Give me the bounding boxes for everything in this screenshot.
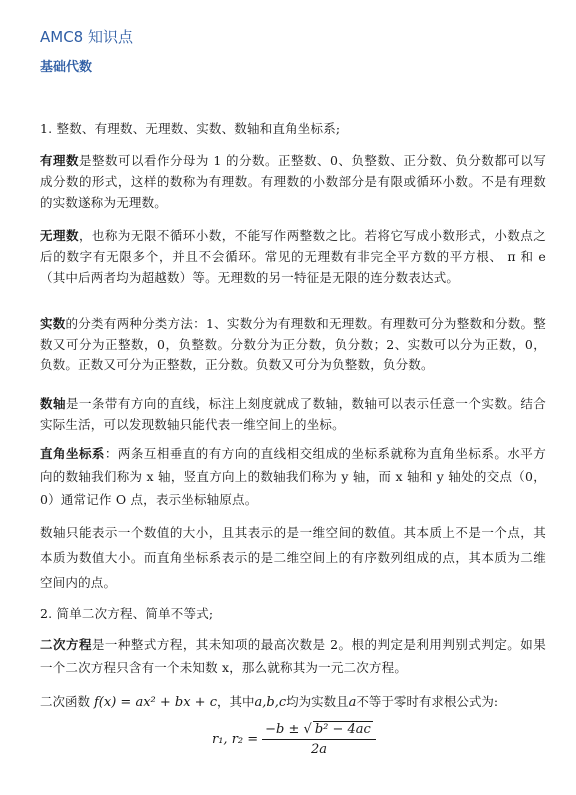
doc-title: AMC8 知识点 (40, 28, 133, 46)
term-real: 实数 (40, 316, 66, 331)
root-formula (212, 722, 376, 757)
rational-text: 是整数可以看作分母为 1 的分数。正整数、0、负整数、正分数、负分数都可以写成分数的形式，这样的数称为有理数。有理数的小数部分是有限或循环小数。不是有理数的实数遂称为无理数。 (40, 153, 546, 210)
term-coordinate-system: 直角坐标系 (40, 446, 105, 461)
section-1-heading: 1. 整数、有理数、无理数、实数、数轴和直角坐标系; (40, 121, 341, 136)
formula-prefix: 二次函数 (40, 694, 91, 709)
term-irrational: 无理数 (40, 228, 79, 243)
coefficient-a: a (348, 695, 357, 710)
formula-suffix: 不等于零时有求根公式为: (356, 694, 499, 709)
formula-middle2: 均为实数且 (286, 694, 349, 709)
paragraph-rational (40, 150, 546, 213)
real-text: 的分类有两种分类方法：1、实数分为有理数和无理数。有理数可分为整数和分数。整数又可分为正整数，0，负整数。分数分为正分数，负分数；2、实数可以分为正数，0，负数。正数又可分为正整数，正分数。负数又可分为负整数，负分数。 (40, 316, 546, 372)
quadratic-function-line (40, 692, 560, 710)
root-formula-numerator (262, 722, 376, 740)
numerator-prefix: −b ± (265, 722, 304, 737)
paragraph-dimension: 数轴只能表示一个数值的大小，且其表示的是一维空间的数值。其本质上不是一个点，其本质为数值大小。而直角坐标系表示的是二维空间上的有序数列组成的点，其本质为二维空间内的点。 (40, 525, 546, 590)
root-formula-fraction (262, 722, 376, 757)
coords-text: ：两条互相垂直的有方向的直线相交组成的坐标系就称为直角坐标系。水平方向的数轴我们称为 x 轴，竖直方向上的数轴我们称为 y 轴，而 x 轴和 y 轴处的交点（0，0）通常记作 O 点，表示坐标轴原点。 (40, 446, 546, 507)
quadratic-function-expression: f(x) = ax² + bx + c (94, 695, 217, 710)
term-numberline: 数轴 (40, 396, 66, 411)
quadratic-text: 是一种整式方程，其未知项的最高次数是 2。根的判定是利用判别式判定。如果一个二次方程只含有一个未知数 x，那么就称其为一元二次方程。 (40, 637, 546, 675)
root-formula-lhs: r₁, r₂ = (212, 732, 259, 747)
numberline-text: 是一条带有方向的直线，标注上刻度就成了数轴，数轴可以表示任意一个实数。结合实际生活，可以发现数轴只能代表一维空间上的坐标。 (40, 396, 546, 432)
paragraph-coordinate-system (40, 442, 546, 511)
section-2-heading: 2. 简单二次方程、简单不等式; (40, 606, 214, 621)
irrational-text: ，也称为无限不循环小数，不能写作两整数之比。若将它写成小数形式，小数点之后的数字有无限多个，并且不会循环。常见的无理数有非完全平方数的平方根、 π 和 e（其中后两者均为超越数）等。无理数的另一特征是无限的连分数表达式。 (40, 228, 546, 285)
paragraph-irrational (40, 225, 546, 288)
term-rational: 有理数 (40, 153, 79, 168)
term-quadratic: 二次方程 (40, 637, 92, 652)
paragraph-real (40, 314, 546, 376)
doc-subtitle: 基础代数 (40, 60, 93, 75)
root-formula-denominator: 2a (310, 742, 327, 757)
paragraph-numberline (40, 393, 546, 435)
sqrt-sign: √ (303, 722, 312, 737)
formula-middle: ，其中 (217, 694, 255, 709)
paragraph-quadratic (40, 633, 546, 679)
radicand: b² − 4ac (314, 722, 371, 737)
coefficients: a,b,c (254, 695, 287, 710)
